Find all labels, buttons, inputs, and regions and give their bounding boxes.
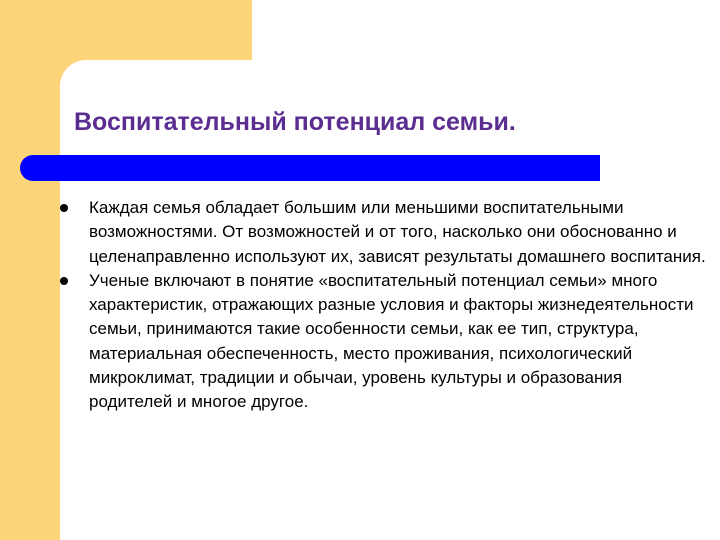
bullet-list (60, 196, 708, 415)
bullet-dot-icon (60, 277, 68, 285)
slide-title: Воспитательный потенциал семьи. (74, 108, 516, 136)
bullet-item (60, 269, 708, 415)
bullet-dot-icon (60, 204, 68, 212)
title-underline-bar (20, 155, 600, 181)
bullet-text: Ученые включают в понятие «воспитательный потенциал семьи» много характеристик, отражающих разные условия и факторы жизнедеятельности семьи, принимаются такие особенности семьи, как ее тип, структура, материальная обеспеченность, место проживания, психологический микроклимат, традиции и обычаи, уровень культуры и образования родителей и многое другое. (89, 270, 694, 412)
bullet-text: Каждая семья обладает большим или меньшими воспитательными возможностями. От возможностей и от того, насколько они обоснованно и целенаправленно используют их, зависят результаты домашнего воспитания. (89, 198, 706, 266)
bullet-item (60, 196, 708, 269)
